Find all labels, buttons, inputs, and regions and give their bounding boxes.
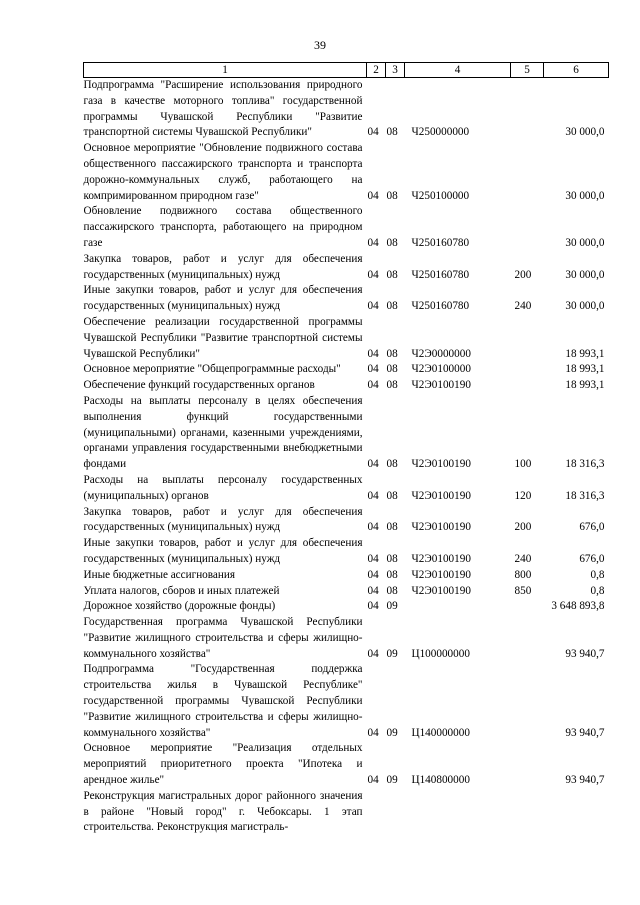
subsection-code: 08	[386, 300, 398, 313]
item-name: Дорожное хозяйство (дорожные фонды)	[83, 600, 276, 613]
section-code: 04	[367, 726, 379, 739]
expense-type-code	[511, 141, 544, 204]
item-name: Иные закупки товаров, работ и услуг для обеспечения государственных (муниципальных) нужд	[83, 284, 363, 313]
amount: 30 000,0	[565, 236, 605, 249]
amount: 30 000,0	[565, 268, 605, 281]
expense-type-code: 100	[514, 458, 532, 471]
subsection-code: 09	[386, 726, 398, 739]
section-code: 04	[367, 458, 379, 471]
expense-type-code	[511, 741, 544, 788]
item-name: Обеспечение функций государственных органов	[83, 379, 315, 392]
item-name: Обеспечение реализации государственной программы Чувашской Республики "Развитие транспортной системы Чувашской Республики"	[83, 315, 363, 360]
item-name: Государственная программа Чувашской Республики "Развитие жилищного строительства и сферы жилищно-коммунального хозяйства"	[83, 616, 363, 660]
expense-type-code	[511, 789, 544, 836]
section-code: 04	[367, 774, 379, 787]
amount: 676,0	[579, 552, 605, 565]
section-code	[367, 789, 386, 836]
section-code: 04	[367, 600, 379, 613]
target-article-code: Ч250160780	[411, 300, 470, 313]
subsection-code: 08	[386, 458, 398, 471]
table-row	[84, 536, 609, 568]
amount: 18 316,3	[565, 489, 605, 502]
expense-type-code: 200	[514, 521, 532, 534]
amount: 18 316,3	[565, 458, 605, 471]
target-article-code: Ч2Э0100190	[411, 584, 471, 597]
table-row	[84, 283, 609, 315]
target-article-code: Ч2Э0100190	[411, 568, 471, 581]
table-row	[84, 473, 609, 505]
expense-type-code: 120	[514, 489, 532, 502]
target-article-code: Ч2Э0100190	[411, 521, 471, 534]
section-code: 04	[367, 236, 379, 249]
amount: 18 993,1	[565, 363, 605, 376]
amount: 93 940,7	[565, 726, 605, 739]
table-row	[84, 204, 609, 251]
amount: 93 940,7	[565, 647, 605, 660]
table-row	[84, 741, 609, 788]
section-code: 04	[367, 379, 379, 392]
subsection-code: 08	[386, 552, 398, 565]
target-article-code: Ч2Э0100190	[411, 379, 471, 392]
target-article-code	[405, 599, 511, 615]
expense-type-code	[511, 362, 544, 378]
section-code: 04	[367, 552, 379, 565]
amount: 0,8	[590, 584, 605, 597]
expense-type-code: 240	[514, 552, 532, 565]
expense-type-code	[511, 378, 544, 394]
section-code: 04	[367, 584, 379, 597]
target-article-code: Ч250160780	[411, 268, 470, 281]
item-name: Уплата налогов, сборов и иных платежей	[83, 584, 280, 597]
subsection-code: 08	[386, 363, 398, 376]
table-row	[84, 615, 609, 662]
column-header: 3	[386, 63, 405, 78]
budget-table	[83, 62, 609, 836]
target-article-code: Ч2Э0100190	[411, 489, 471, 502]
table-row	[84, 394, 609, 473]
amount: 0,8	[590, 568, 605, 581]
subsection-code: 08	[386, 568, 398, 581]
column-header: 2	[367, 63, 386, 78]
amount: 30 000,0	[565, 189, 605, 202]
section-code: 04	[367, 268, 379, 281]
section-code: 04	[367, 647, 379, 660]
expense-type-code: 850	[514, 584, 532, 597]
item-name: Закупка товаров, работ и услуг для обеспечения государственных (муниципальных) нужд	[83, 252, 363, 281]
section-code: 04	[367, 189, 379, 202]
target-article-code: Ч2Э0000000	[411, 347, 471, 360]
item-name: Закупка товаров, работ и услуг для обеспечения государственных (муниципальных) нужд	[83, 505, 363, 534]
expense-type-code: 240	[514, 300, 532, 313]
item-name: Реконструкция магистральных дорог районного значения в районе "Новый город" г. Чебоксары. 1 этап строительства. Реконструкция магистраль-	[83, 789, 363, 834]
expense-type-code: 200	[514, 268, 532, 281]
expense-type-code	[511, 599, 544, 615]
subsection-code: 08	[386, 489, 398, 502]
expense-type-code	[511, 615, 544, 662]
expense-type-code	[511, 78, 544, 142]
section-code: 04	[367, 521, 379, 534]
column-header: 4	[405, 63, 511, 78]
target-article-code: Ц140800000	[411, 774, 470, 787]
item-name: Расходы на выплаты персоналу в целях обеспечения выполнения функций государственными (муниципальными) органами, казенными учреждениями, органами управления государственными внебюджетными фондами	[83, 394, 363, 471]
item-name: Основное мероприятие "Обновление подвижного состава общественного пассажирского транспорта и транспорта дорожно-коммунальных служб, работающего на компримированном природном газе"	[83, 142, 363, 202]
item-name: Подпрограмма "Государственная поддержка строительства жилья в Чувашской Республике" государственной программы Чувашской Республики "Развитие жилищного строительства и сферы жилищно-коммунального хозяйства"	[83, 663, 363, 739]
item-name: Подпрограмма "Расширение использования природного газа в качестве моторного топлива" государственной программы Чувашской Республики "Развитие транспортной системы Чувашской Республики"	[83, 79, 363, 139]
amount: 3 648 893,8	[551, 600, 605, 613]
table-body	[84, 78, 609, 837]
table-row	[84, 252, 609, 284]
section-code: 04	[367, 568, 379, 581]
table-row	[84, 378, 609, 394]
subsection-code: 08	[386, 189, 398, 202]
expense-type-code: 800	[514, 568, 532, 581]
item-name: Расходы на выплаты персоналу государственных (муниципальных) органов	[83, 473, 363, 502]
expense-type-code	[511, 315, 544, 362]
target-article-code: Ч2Э0100190	[411, 552, 471, 565]
subsection-code: 08	[386, 347, 398, 360]
subsection-code: 08	[386, 521, 398, 534]
subsection-code: 09	[386, 647, 398, 660]
amount: 18 993,1	[565, 347, 605, 360]
expense-type-code	[511, 204, 544, 251]
section-code: 04	[367, 363, 379, 376]
target-article-code: Ч2Э0100000	[411, 363, 471, 376]
table-row	[84, 568, 609, 584]
table-row	[84, 662, 609, 741]
item-name: Обновление подвижного состава общественного пассажирского транспорта, работающего на природном газе	[83, 205, 363, 249]
subsection-code: 08	[386, 584, 398, 597]
table-row	[84, 78, 609, 142]
page-number: 39	[314, 38, 326, 52]
subsection-code: 08	[386, 126, 398, 139]
target-article-code	[405, 789, 511, 836]
table-row	[84, 141, 609, 204]
item-name: Основное мероприятие "Реализация отдельных мероприятий приоритетного проекта "Ипотека и арендное жилье"	[83, 742, 363, 787]
section-code: 04	[367, 347, 379, 360]
target-article-code: Ц140000000	[411, 726, 470, 739]
column-header: 5	[511, 63, 544, 78]
subsection-code: 09	[386, 600, 398, 613]
amount: 93 940,7	[565, 774, 605, 787]
amount: 30 000,0	[565, 126, 605, 139]
subsection-code: 09	[386, 774, 398, 787]
section-code: 04	[367, 489, 379, 502]
target-article-code: Ч2Э0100190	[411, 458, 471, 471]
subsection-code	[386, 789, 405, 836]
table-row	[84, 599, 609, 615]
expense-type-code	[511, 662, 544, 741]
column-number-header	[84, 63, 609, 78]
table-row	[84, 789, 609, 836]
amount: 30 000,0	[565, 300, 605, 313]
subsection-code: 08	[386, 236, 398, 249]
subsection-code: 08	[386, 268, 398, 281]
table-row	[84, 505, 609, 537]
column-header: 6	[544, 63, 609, 78]
section-code: 04	[367, 126, 379, 139]
target-article-code: Ч250100000	[411, 189, 470, 202]
target-article-code: Ц100000000	[411, 647, 470, 660]
column-header: 1	[84, 63, 367, 78]
table-row	[84, 584, 609, 600]
target-article-code: Ч250160780	[411, 236, 470, 249]
amount	[544, 789, 609, 836]
amount: 18 993,1	[565, 379, 605, 392]
table-row	[84, 362, 609, 378]
subsection-code: 08	[386, 379, 398, 392]
table-row	[84, 315, 609, 362]
item-name: Иные закупки товаров, работ и услуг для обеспечения государственных (муниципальных) нужд	[83, 537, 363, 565]
item-name: Основное мероприятие "Общепрограммные расходы"	[83, 363, 341, 376]
amount: 676,0	[579, 521, 605, 534]
target-article-code: Ч250000000	[411, 126, 470, 139]
section-code: 04	[367, 300, 379, 313]
item-name: Иные бюджетные ассигнования	[83, 568, 235, 581]
